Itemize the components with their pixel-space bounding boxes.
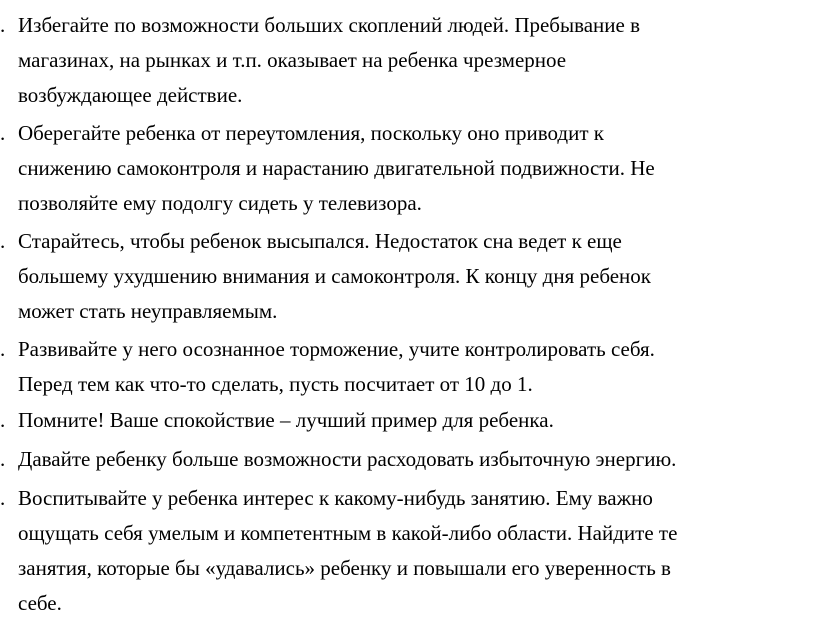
list-item-text xyxy=(18,481,808,621)
list-item-text xyxy=(18,224,808,329)
list-item-text xyxy=(18,403,808,438)
list-marker: . xyxy=(0,447,6,471)
text-line: большему ухудшению внимания и самоконтроля. К концу дня ребенок xyxy=(18,264,651,288)
text-line: ощущать себя умелым и компетентным в какой-либо области. Найдите те xyxy=(18,521,678,545)
text-line: Избегайте по возможности больших скоплений людей. Пребывание в xyxy=(18,13,641,37)
list-marker: . xyxy=(0,337,6,361)
list-item-text xyxy=(18,442,808,477)
text-line: Старайтесь, чтобы ребенок высыпался. Недостаток сна ведет к еще xyxy=(18,229,622,253)
list-marker: . xyxy=(0,229,6,253)
list-marker: . xyxy=(0,486,6,510)
text-line: магазинах, на рынках и т.п. оказывает на ребенка чрезмерное xyxy=(18,48,567,72)
text-line: Воспитывайте у ребенка интерес к какому-нибудь занятию. Ему важно xyxy=(18,486,653,510)
list-marker: . xyxy=(0,408,6,432)
text-line: Перед тем как что-то сделать, пусть посчитает от 10 до 1. xyxy=(18,372,533,396)
list-marker: . xyxy=(0,13,6,37)
text-line: себе. xyxy=(18,591,62,615)
text-line: возбуждающее действие. xyxy=(18,83,243,107)
list-item-text xyxy=(18,8,808,113)
text-line: Помните! Ваше спокойствие – лучший пример для ребенка. xyxy=(18,408,554,432)
text-line: Развивайте у него осознанное торможение, учите контролировать себя. xyxy=(18,337,655,361)
list-marker: . xyxy=(0,121,6,145)
text-line: Оберегайте ребенка от переутомления, поскольку оно приводит к xyxy=(18,121,604,145)
text-line: может стать неуправляемым. xyxy=(18,299,278,323)
text-line: занятия, которые бы «удавались» ребенку и повышали его уверенность в xyxy=(18,556,671,580)
text-line: снижению самоконтроля и нарастанию двигательной подвижности. Не xyxy=(18,156,655,180)
list-item-text xyxy=(18,116,808,221)
text-line: Давайте ребенку больше возможности расходовать избыточную энергию. xyxy=(18,447,677,471)
list-item-text xyxy=(18,332,808,402)
text-line: позволяйте ему подолгу сидеть у телевизора. xyxy=(18,191,422,215)
